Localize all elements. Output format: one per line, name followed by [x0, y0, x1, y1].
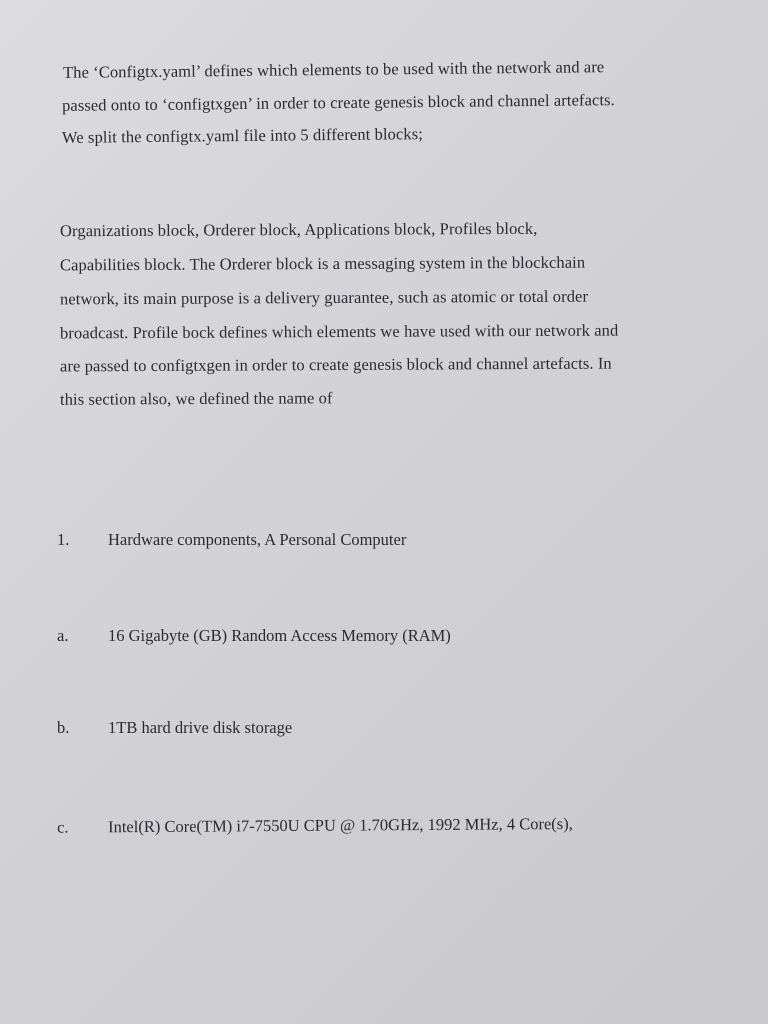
paragraph-2-line-6: this section also, we defined the name of — [59, 388, 333, 409]
paragraph-2-line-2: Capabilities block. The Orderer block is a messaging system in the blockchain — [59, 252, 586, 275]
list-marker: b. — [57, 718, 70, 737]
paragraph-2-line-1: Organizations block, Orderer block, Applications block, Profiles block, — [59, 218, 538, 241]
list-marker: c. — [56, 817, 69, 837]
list-marker: a. — [57, 626, 69, 645]
list-item-text: Hardware components, A Personal Computer — [108, 530, 407, 549]
paragraph-1-line-1: The ‘Configtx.yaml’ defines which elements to be used with the network and are — [62, 57, 605, 82]
list-item-text: Intel(R) Core(TM) i7-7550U CPU @ 1.70GHz, 1992 MHz, 4 Core(s), — [107, 814, 573, 837]
list-item-text: 1TB hard drive disk storage — [108, 718, 293, 737]
list-item-text: 16 Gigabyte (GB) Random Access Memory (RAM) — [108, 626, 451, 645]
paragraph-2-line-3: network, its main purpose is a delivery guarantee, such as atomic or total order — [59, 286, 589, 309]
paragraph-1-line-3: We split the configtx.yaml file into 5 different blocks; — [61, 124, 424, 147]
list-marker: 1. — [57, 530, 70, 549]
paragraph-2-line-5: are passed to configtxgen in order to create genesis block and channel artefacts. In — [59, 353, 612, 376]
paragraph-1-line-2: passed onto to ‘configtxgen’ in order to create genesis block and channel artefacts. — [61, 90, 615, 115]
paragraph-2-line-4: broadcast. Profile bock defines which elements we have used with our network and — [59, 320, 619, 343]
